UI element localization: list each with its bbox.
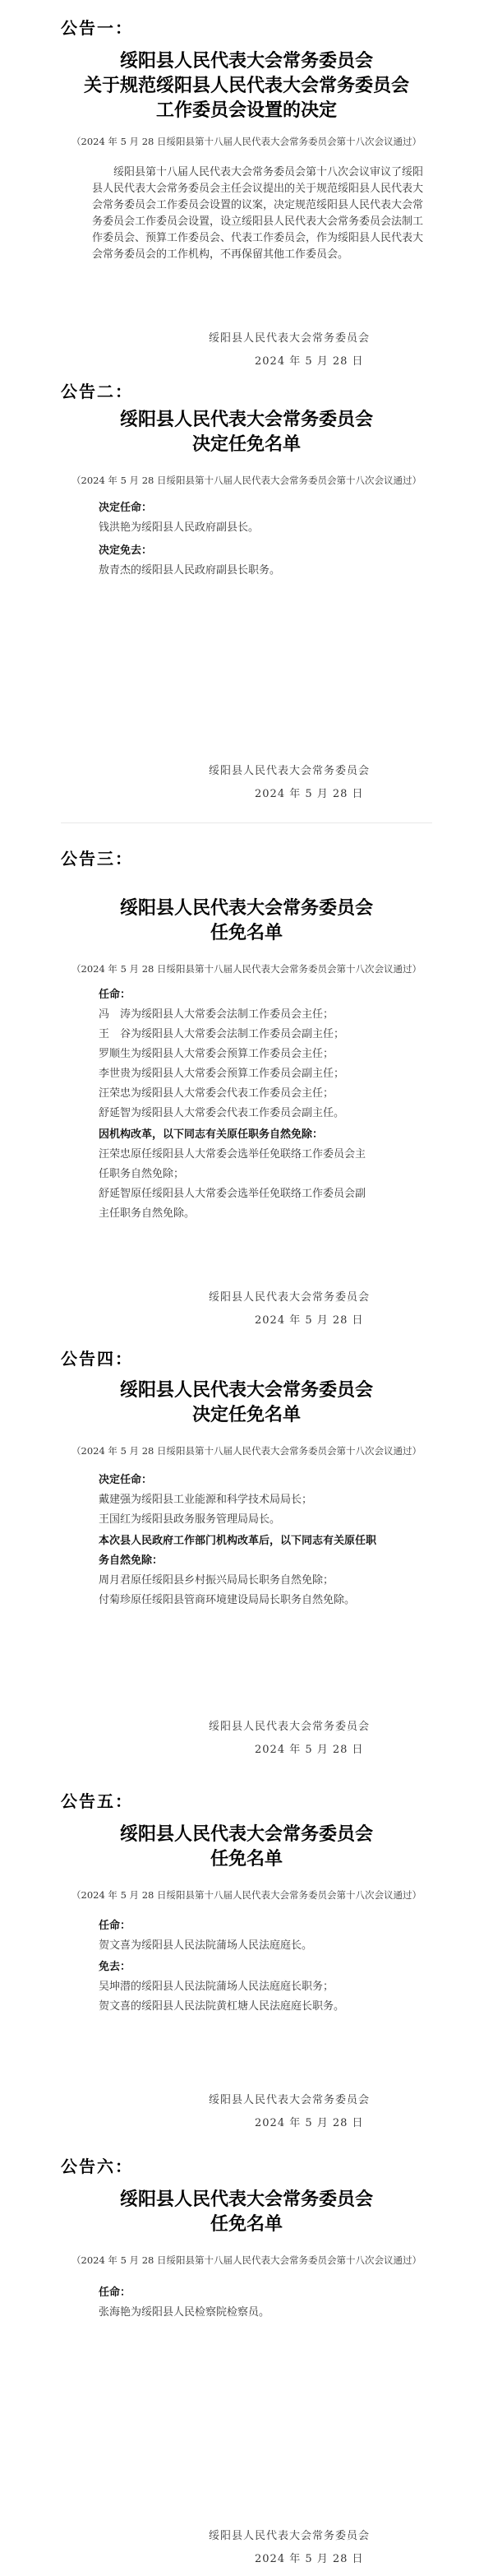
date: 2024 年 5 月 28 日 xyxy=(255,788,364,800)
adoption-note: （2024 年 5 月 28 日绥阳县第十八届人民代表大会常务委员会第十八次会议通过） xyxy=(71,963,422,975)
appoint-item: 罗顺生为绥阳县人大常委会预算工作委员会主任； xyxy=(99,1048,334,1060)
appoint-heading: 决定任命： xyxy=(99,502,153,514)
title-line-2: 任免名单 xyxy=(210,922,283,943)
title-line-1: 绥阳县人民代表大会常务委员会 xyxy=(119,50,373,72)
announcement-label: 公告一： xyxy=(61,18,133,38)
appoint-item: 钱洪艳为绥阳县人民政府副县长。 xyxy=(99,521,260,534)
signature: 绥阳县人民代表大会常务委员会 xyxy=(209,1721,371,1733)
announcement-label: 公告六： xyxy=(61,2157,133,2176)
section-divider xyxy=(61,822,432,823)
removal-item: 吴坤潜的绥阳县人民法院蒲场人民法庭庭长职务； xyxy=(99,1981,334,1993)
removal-heading: 决定免去： xyxy=(99,544,153,557)
appoint-item: 冯 涛为绥阳县人大常委会法制工作委员会主任； xyxy=(99,1008,334,1021)
signature: 绥阳县人民代表大会常务委员会 xyxy=(209,2530,371,2542)
date: 2024 年 5 月 28 日 xyxy=(255,2117,364,2129)
appoint-item: 戴建强为绥阳县工业能源和科学技术局局长； xyxy=(99,1494,313,1506)
appoint-heading: 任命： xyxy=(99,1920,131,1932)
removal-heading: 本次县人民政府工作部门机构改革后，以下同志有关原任职 xyxy=(99,1535,377,1547)
signature: 绥阳县人民代表大会常务委员会 xyxy=(209,765,371,777)
removal-item: 汪荣忠原任绥阳县人大常委会选举任免联络工作委员会主 xyxy=(99,1148,366,1161)
removal-item: 舒延智原任绥阳县人大常委会选举任免联络工作委员会副 xyxy=(99,1188,366,1200)
removal-heading: 免去： xyxy=(99,1961,131,1973)
appoint-heading: 决定任命： xyxy=(99,1474,153,1486)
title-line-2: 决定任免名单 xyxy=(191,433,301,455)
appoint-heading: 任命： xyxy=(99,2286,131,2299)
adoption-note: （2024 年 5 月 28 日绥阳县第十八届人民代表大会常务委员会第十八次会议通过） xyxy=(71,2254,422,2266)
date: 2024 年 5 月 28 日 xyxy=(255,355,364,368)
appoint-item: 舒延智为绥阳县人大常委会代表工作委员会副主任。 xyxy=(99,1107,345,1119)
appoint-item: 张海艳为绥阳县人民检察院检察员。 xyxy=(99,2306,270,2319)
signature: 绥阳县人民代表大会常务委员会 xyxy=(209,2094,371,2106)
removal-item: 主任职务自然免除。 xyxy=(99,1207,196,1220)
removal-item: 贺文喜的绥阳县人民法院黄杠塘人民法庭庭长职务。 xyxy=(99,2000,345,2013)
title-line-1: 绥阳县人民代表大会常务委员会 xyxy=(119,2189,373,2210)
title-line-1: 绥阳县人民代表大会常务委员会 xyxy=(119,897,373,919)
removal-heading: 因机构改革，以下同志有关原任职务自然免除： xyxy=(99,1128,324,1141)
decision-paragraph: 绥阳县第十八届人民代表大会常务委员会第十八次会议审议了绥阳县人民代表大会常务委员会主任会议提出的关于规范绥阳县人民代表大会常务委员会工作委员会设置的议案，决定规范绥阳县人民代表大会常务委员会工作委员会设置，设立绥阳县人民代表大会常务委员会法制工作委员会、预算工作委员会、代表工作委员会，作为绥阳县人民代表大会常务委员会的工作机构，不再保留其他工作委员会。 xyxy=(92,166,424,261)
appoint-item: 王 谷为绥阳县人大常委会法制工作委员会副主任； xyxy=(99,1028,345,1040)
date: 2024 年 5 月 28 日 xyxy=(255,1744,364,1756)
adoption-note: （2024 年 5 月 28 日绥阳县第十八届人民代表大会常务委员会第十八次会议通过） xyxy=(71,1889,422,1901)
appoint-item: 李世贵为绥阳县人大常委会预算工作委员会副主任； xyxy=(99,1068,345,1080)
adoption-note: （2024 年 5 月 28 日绥阳县第十八届人民代表大会常务委员会第十八次会议通过） xyxy=(71,475,422,486)
signature: 绥阳县人民代表大会常务委员会 xyxy=(209,332,371,345)
signature: 绥阳县人民代表大会常务委员会 xyxy=(209,1291,371,1304)
date: 2024 年 5 月 28 日 xyxy=(255,2553,364,2565)
adoption-note: （2024 年 5 月 28 日绥阳县第十八届人民代表大会常务委员会第十八次会议通过） xyxy=(71,1445,422,1457)
title-line-1: 绥阳县人民代表大会常务委员会 xyxy=(119,409,373,430)
announcement-label: 公告三： xyxy=(61,849,133,869)
removal-item: 任职务自然免除； xyxy=(99,1168,185,1180)
announcement-label: 公告五： xyxy=(61,1791,133,1811)
title-line-1: 绥阳县人民代表大会常务委员会 xyxy=(119,1379,373,1401)
title-line-2: 关于规范绥阳县人民代表大会常务委员会 xyxy=(83,75,409,96)
date: 2024 年 5 月 28 日 xyxy=(255,1314,364,1327)
announcement-label: 公告二： xyxy=(61,382,133,401)
appoint-item: 贺文喜为绥阳县人民法院蒲场人民法庭庭长。 xyxy=(99,1939,313,1952)
title-line-2: 任免名单 xyxy=(210,1848,283,1869)
announcement-label: 公告四： xyxy=(61,1349,133,1369)
title-line-2: 任免名单 xyxy=(210,2213,283,2235)
appoint-heading: 任命： xyxy=(99,989,131,1001)
title-line-1: 绥阳县人民代表大会常务委员会 xyxy=(119,1823,373,1845)
adoption-note: （2024 年 5 月 28 日绥阳县第十八届人民代表大会常务委员会第十八次会议通过） xyxy=(71,136,422,147)
title-line-3: 工作委员会设置的决定 xyxy=(155,100,337,121)
removal-heading-cont: 务自然免除： xyxy=(99,1554,164,1567)
removal-item: 周月君原任绥阳县乡村振兴局局长职务自然免除； xyxy=(99,1574,334,1587)
removal-item: 敖青杰的绥阳县人民政府副县长职务。 xyxy=(99,564,281,577)
title-line-2: 决定任免名单 xyxy=(191,1404,301,1425)
removal-item: 付菊珍原任绥阳县管商环境建设局局长职务自然免除。 xyxy=(99,1594,356,1606)
appoint-item: 汪荣忠为绥阳县人大常委会代表工作委员会主任； xyxy=(99,1087,334,1100)
appoint-item: 王国红为绥阳县政务服务管理局局长。 xyxy=(99,1513,281,1526)
